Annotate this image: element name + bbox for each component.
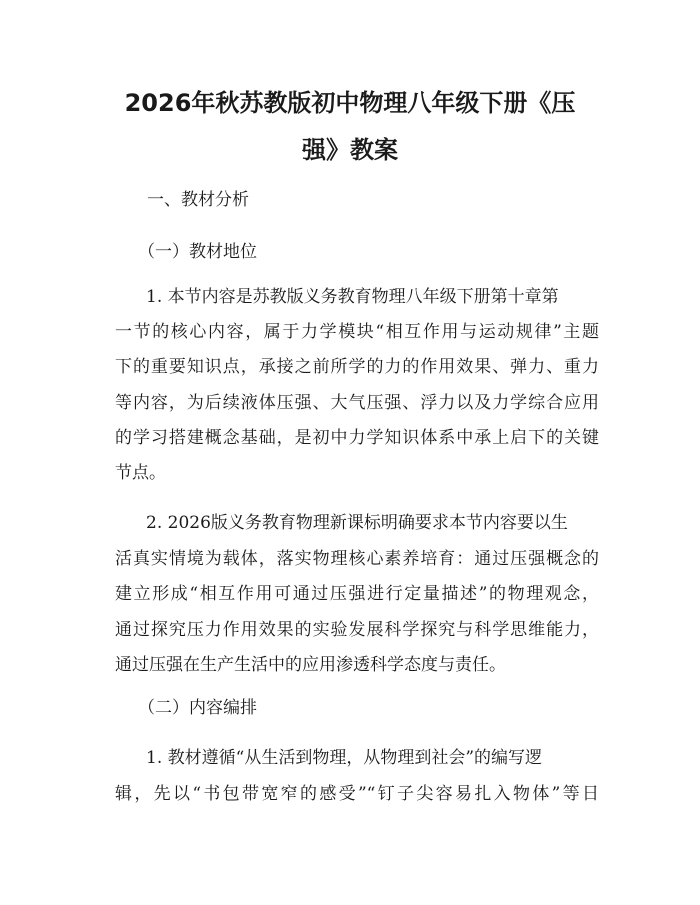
paragraph-line: 节点。 [115,463,166,483]
paragraph-line: 2. 2026版义务教育物理新课标明确要求本节内容要以生 [146,513,568,533]
paragraph-line: 通过探究压力作用效果的实验发展科学探究与科学思维能力， [115,620,599,640]
paragraph-line: 的学习搭建概念基础，是初中力学知识体系中承上启下的关键 [115,428,599,448]
paragraph-line: 1. 教材遵循“从生活到物理，从物理到社会”的编写逻 [146,748,543,768]
paragraph-line: 通过压强在生产生活中的应用渗透科学态度与责任。 [115,655,506,675]
paragraph-line: 辑，先以“书包带宽窄的感受”“钉子尖容易扎入物体”等日 [115,784,599,804]
paragraph-line: 活真实情境为载体，落实物理核心素养培育：通过压强概念的 [115,549,599,569]
document-title-line-2: 强》教案 [302,136,398,164]
paragraph-line: 等内容，为后续液体压强、大气压强、浮力以及力学综合应用 [115,393,599,413]
paragraph-line: 下的重要知识点，承接之前所学的力的作用效果、弹力、重力 [115,357,599,377]
subsection-heading-content-arrangement: （二）内容编排 [138,698,257,718]
document-title-line-1: 2026年秋苏教版初中物理八年级下册《压 [124,89,576,117]
subsection-heading-textbook-position: （一）教材地位 [138,242,257,262]
paragraph-line: 建立形成“相互作用可通过压强进行定量描述”的物理观念， [115,584,599,604]
paragraph-line: 1. 本节内容是苏教版义务教育物理八年级下册第十章第 [146,287,559,307]
section-heading-textbook-analysis: 一、教材分析 [147,190,249,210]
paragraph-line: 一节的核心内容，属于力学模块“相互作用与运动规律”主题 [115,322,599,342]
